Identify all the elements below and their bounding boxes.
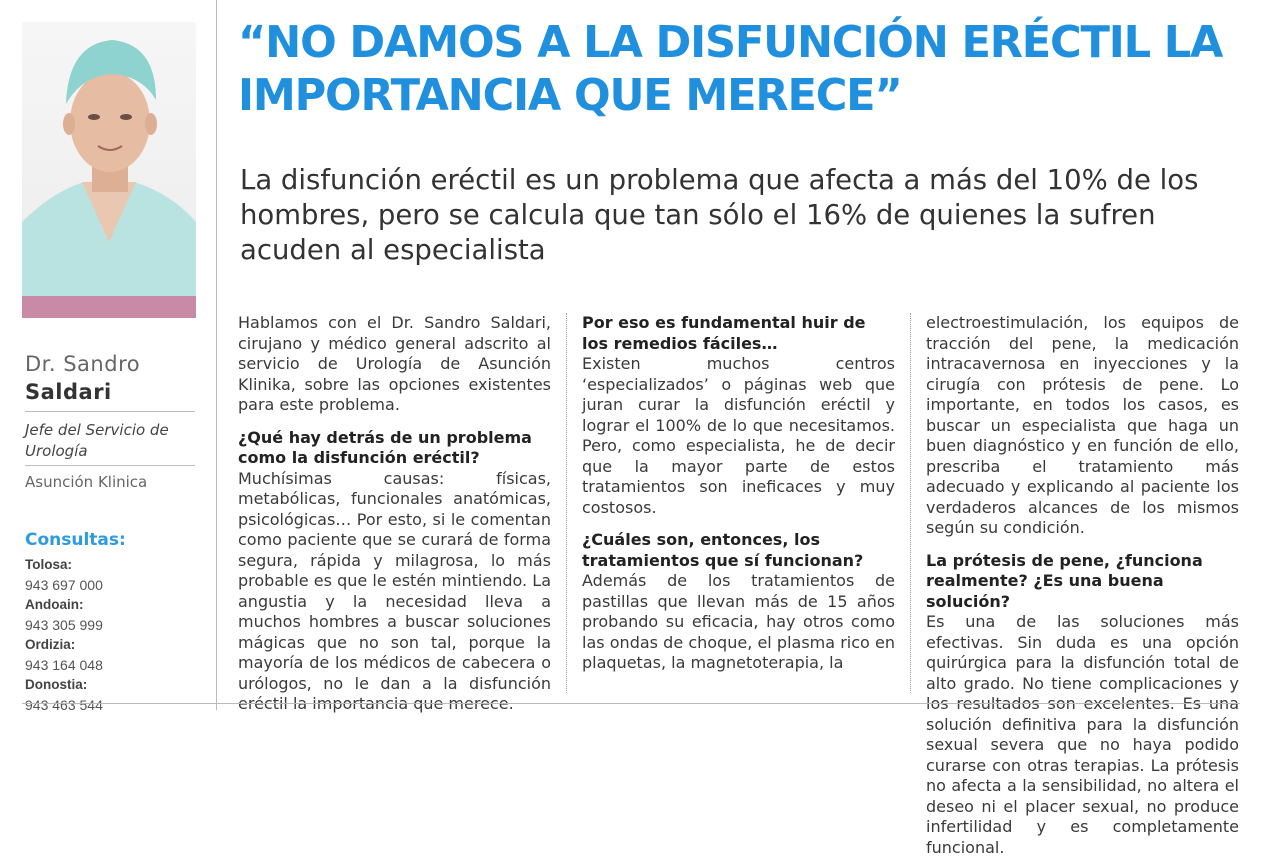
answer-2: Existen muchos centros ‘especializados’ o páginas web que juran curar la disfunción eréctil y lograr el 100% de lo que necesitamos. Pero, como especialista, he de decir que la mayor parte de estos tratamientos son ineficaces y muy costosos. [582, 354, 895, 517]
doctor-sidebar [22, 22, 198, 713]
bottom-rule [22, 703, 1240, 704]
doctor-institution: Asunción Klinica [25, 473, 148, 491]
answer-3-continued: electroestimulación, los equipos de tracción del pene, la medicación intracavernosa en inyecciones y la cirugía con prótesis de pene. Lo importante, en todos los casos, es buscar un especialista que haga un buen diagnóstico y en función de ello, prescriba el tratamiento más adecuado y explicando al paciente los verdaderos alcances de los mismos según su condición. [926, 313, 1239, 537]
article-column-3 [926, 313, 1239, 858]
question-4: La prótesis de pene, ¿funciona realmente? ¿Es una buena solución? [926, 550, 1203, 611]
column-divider [566, 313, 567, 693]
column-divider [910, 313, 911, 693]
answer-4: Es una de las soluciones más efectivas. Sin duda es una opción quirúrgica para la disfunción total de alto grado. No tiene complicaciones y los resultados son excelentes. Es una solución definitiva para la disfunción sexual severa que no haya podido curarse con otras terapias. La prótesis no afecta a la sensibilidad, no altera el deseo ni el placer sexual, no produce infertilidad y es completamente funcional. [926, 612, 1239, 857]
consulta-city: Andoain: [25, 597, 84, 612]
answer-3: Además de los tratamientos de pastillas que llevan más de 15 años probando su eficacia, hay otros como las ondas de choque, el plasma rico en plaquetas, la magnetoterapia, la [582, 571, 895, 672]
question-1: ¿Qué hay detrás de un problema como la disfunción eréctil? [238, 427, 532, 467]
doctor-first-name: Dr. Sandro [25, 352, 141, 376]
article-column-1 [238, 313, 551, 715]
consulta-city: Tolosa: [25, 557, 72, 572]
article-column-2 [582, 313, 895, 674]
intro-paragraph: Hablamos con el Dr. Sandro Saldari, cirujano y médico general adscrito al servicio de Urología de Asunción Klinika, sobre las opciones existentes para este problema. [238, 313, 551, 414]
doctor-last-name: Saldari [25, 380, 112, 404]
doctor-photo [22, 22, 196, 316]
question-3: ¿Cuáles son, entonces, los tratamientos que sí funcionan? [582, 530, 864, 570]
answer-1: Muchísimas causas: físicas, metabólicas, funcionales anatómicas, psicológicas… Por esto, si le comentan como paciente que se curará de forma segura, rápida y milagrosa, lo más probable es que le estén mintiendo. La angustia y la necesidad lleva a muchos hombres a buscar soluciones mágicas que no son tal, porque la mayoría de los médicos de cabecera o urólogos, no le dan a la disfunción eréctil la importancia que merece. [238, 468, 551, 713]
consulta-city: Ordizia: [25, 637, 76, 652]
consultas-list [25, 555, 195, 715]
sidebar-rule [216, 0, 217, 710]
consulta-city: Donostia: [25, 677, 88, 692]
photo-accent-band [22, 296, 196, 318]
consulta-phone: 943 697 000 [25, 577, 103, 593]
consulta-phone: 943 164 048 [25, 657, 103, 673]
consulta-phone: 943 463 544 [25, 697, 103, 713]
consultas-title: Consultas: [25, 530, 126, 550]
deck-subtitle: La disfunción eréctil es un problema que afecta a más del 10% de los hombres, pero se calcula que tan sólo el 16% de quienes la sufren acuden al especialista [240, 164, 1199, 266]
divider [25, 465, 195, 466]
divider [25, 411, 195, 412]
doctor-role: Jefe del Servicio de Urología [25, 421, 169, 460]
question-2: Por eso es fundamental huir de los remedios fáciles… [582, 313, 866, 353]
headline: “NO DAMOS A LA DISFUNCIÓN ERÉCTIL LA IMPORTANCIA QUE MERECE” [238, 17, 1223, 121]
consulta-phone: 943 305 999 [25, 617, 103, 633]
